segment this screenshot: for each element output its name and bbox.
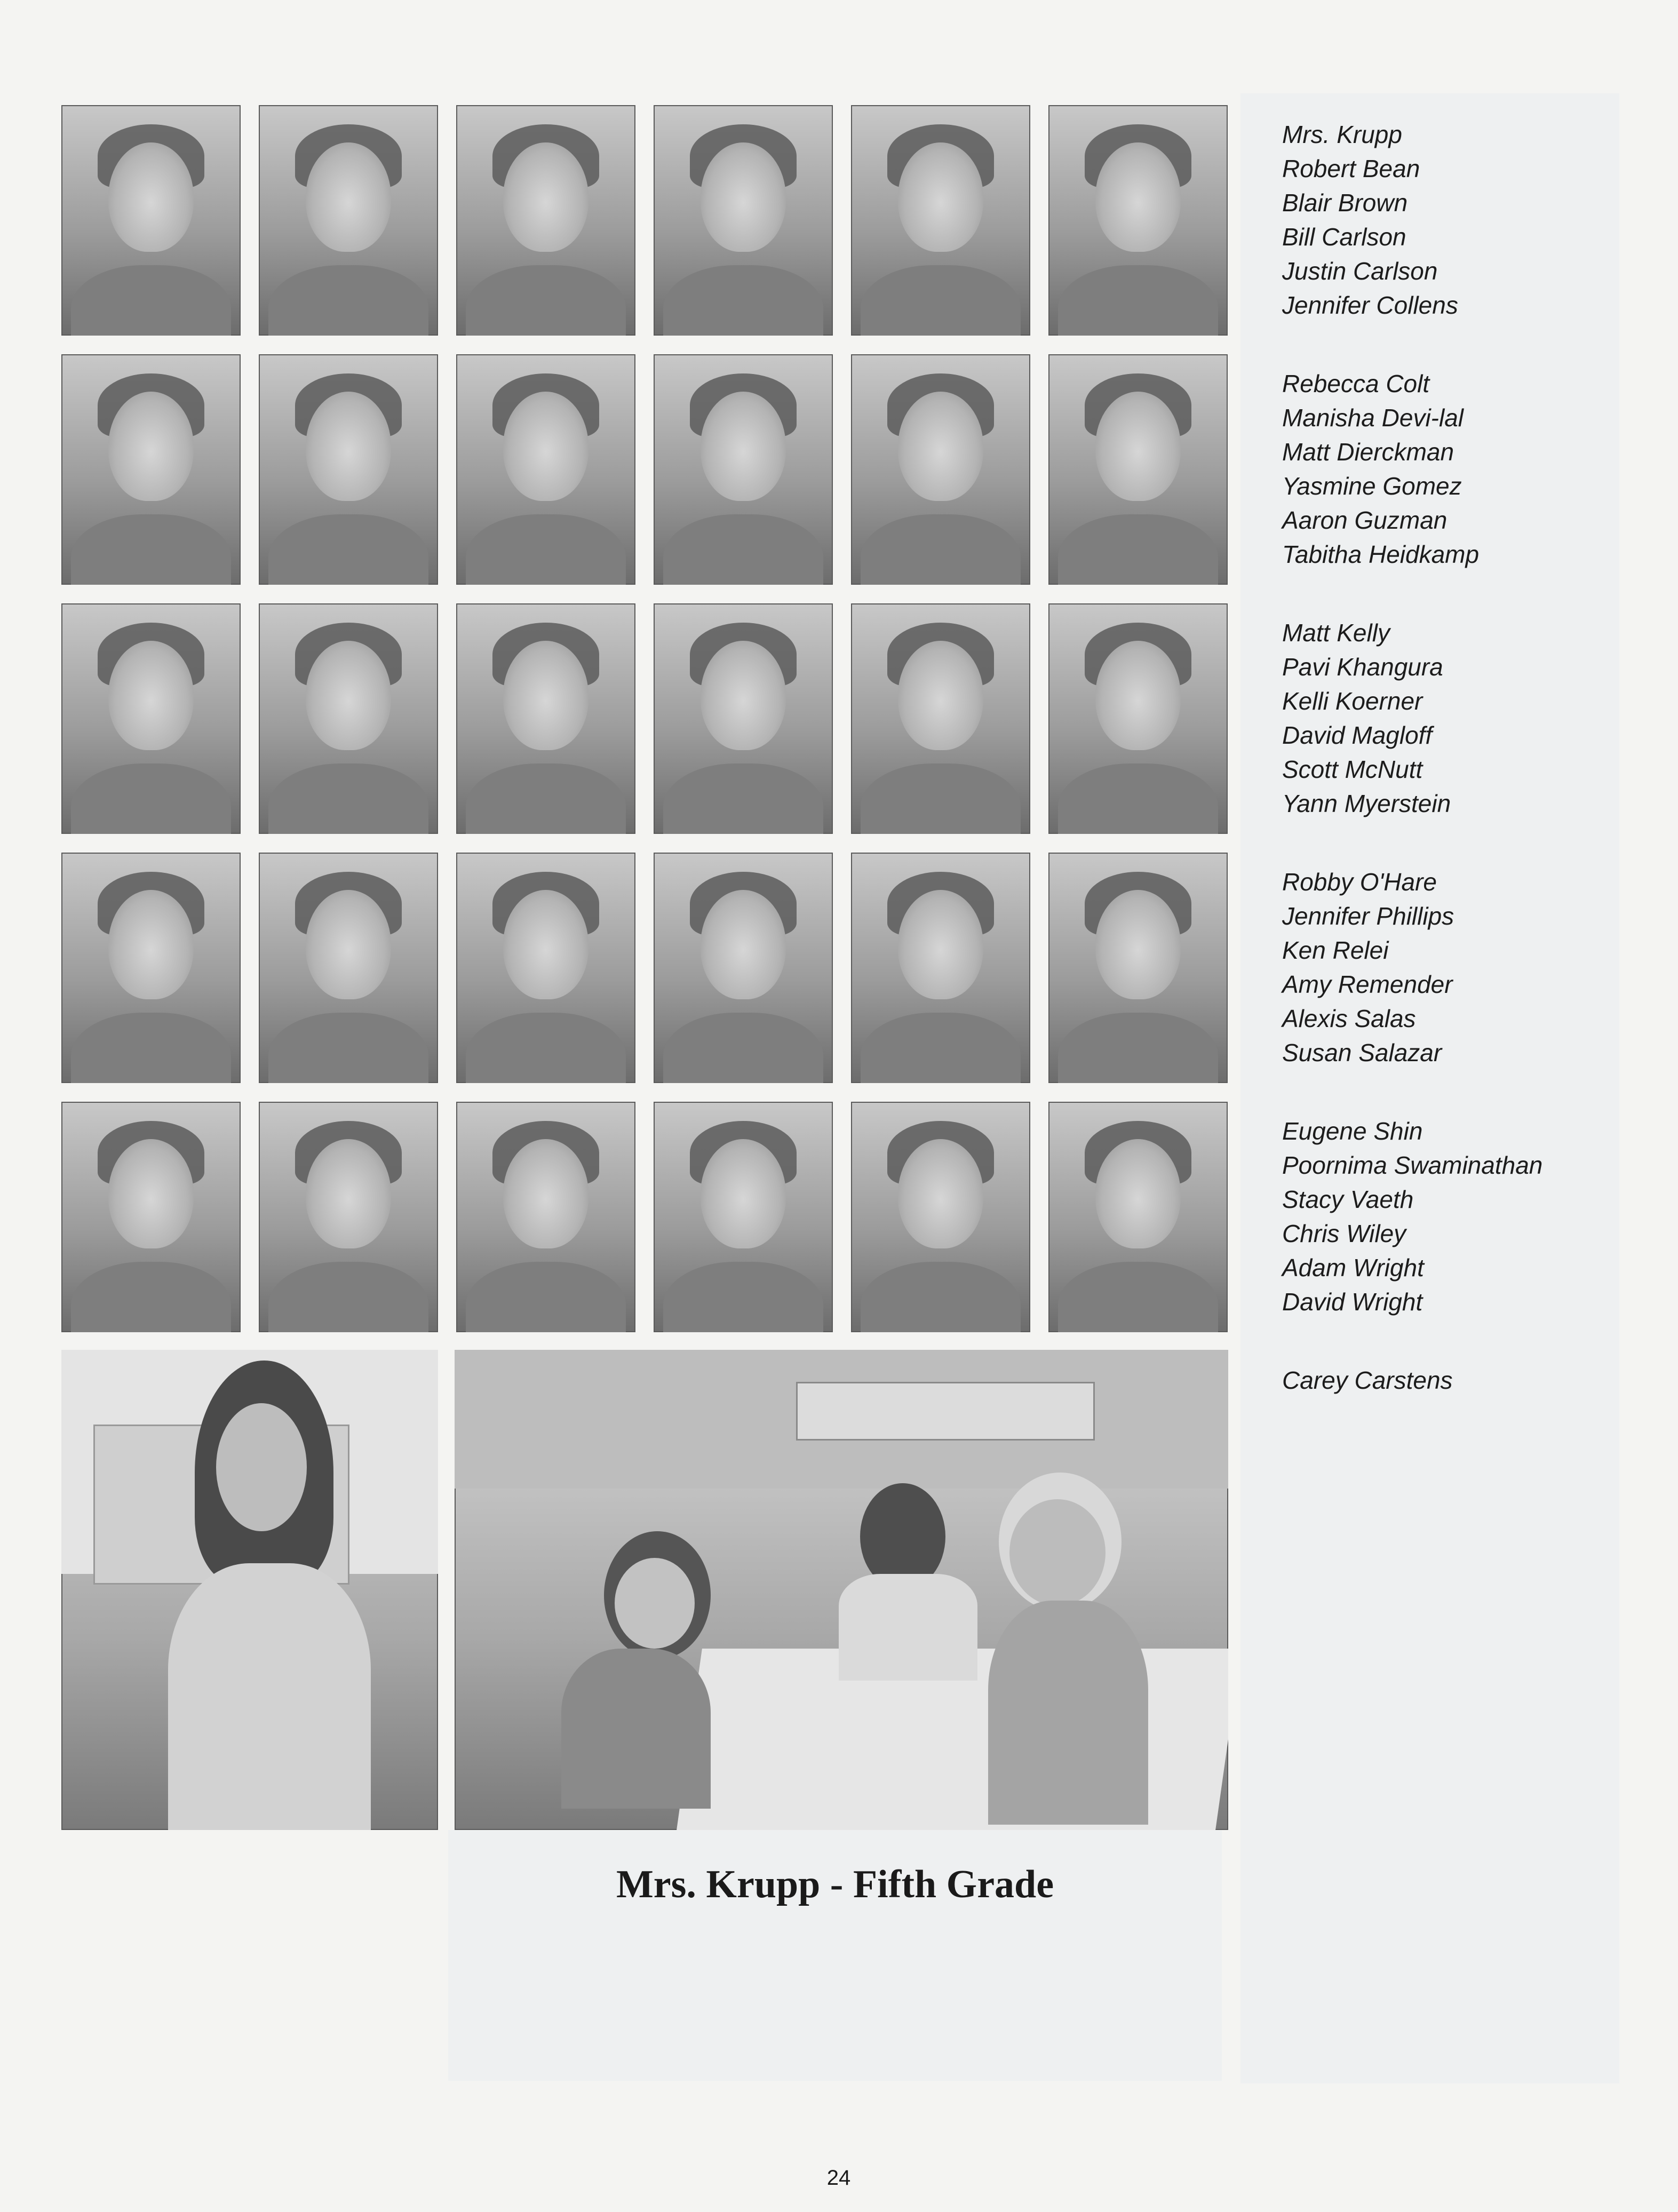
student-name: Yann Myerstein [1282,790,1451,817]
student-name: Susan Salazar [1282,1039,1442,1067]
portrait-photo [456,105,635,336]
student-name: Rebecca Colt [1282,370,1430,397]
student-name: Kelli Koerner [1282,687,1423,715]
portrait-photo [1048,354,1228,585]
student-name: Scott McNutt [1282,755,1423,783]
name-list-row-2 [1282,367,1479,571]
portrait-photo [1048,853,1228,1083]
student-name: David Magloff [1282,721,1433,749]
portrait-photo [61,105,241,336]
portrait-photo [1048,603,1228,834]
portrait-photo [851,853,1030,1083]
portrait-photo [851,1102,1030,1332]
portrait-photo [61,354,241,585]
student-name: David Wright [1282,1288,1423,1316]
portrait-photo [61,1102,241,1332]
portrait-photo [654,603,833,834]
student-name: Tabitha Heidkamp [1282,540,1480,568]
portrait-photo [259,603,438,834]
student-name: Robert Bean [1282,155,1420,182]
name-list-row-4 [1282,865,1454,1070]
portrait-photo [1048,1102,1228,1332]
portrait-photo [61,853,241,1083]
student-name: Poornima Swaminathan [1282,1151,1543,1179]
student-name: Stacy Vaeth [1282,1185,1414,1213]
student-name: Jennifer Collens [1282,291,1458,319]
portrait-photo [259,853,438,1083]
student-name: Matt Kelly [1282,619,1390,647]
name-list-row-5 [1282,1114,1542,1319]
portrait-photo [456,853,635,1083]
portrait-photo [654,853,833,1083]
name-list-row-6 [1282,1363,1453,1397]
student-name: Amy Remender [1282,970,1453,998]
portrait-photo [456,354,635,585]
portrait-photo [259,354,438,585]
portrait-photo [654,354,833,585]
portrait-photo [851,105,1030,336]
portrait-photo [851,603,1030,834]
student-name: Ken Relei [1282,936,1389,964]
portrait-photo [1048,105,1228,336]
student-name: Aaron Guzman [1282,506,1448,534]
student-name: Carey Carstens [1282,1366,1453,1394]
portrait-photo [259,105,438,336]
name-list-row-3 [1282,616,1451,821]
student-name: Blair Brown [1282,189,1408,217]
candid-photo-classroom [455,1350,1228,1830]
student-name: Pavi Khangura [1282,653,1443,681]
portrait-photo [259,1102,438,1332]
portrait-photo [61,603,241,834]
student-name: Manisha Devi-lal [1282,404,1464,432]
page-title: Mrs. Krupp - Fifth Grade [616,1863,1054,1906]
page-number: 24 [826,2166,851,2190]
student-name: Mrs. Krupp [1282,121,1402,148]
portrait-photo [456,1102,635,1332]
student-name: Robby O'Hare [1282,868,1437,896]
student-name: Alexis Salas [1282,1005,1416,1032]
student-name: Yasmine Gomez [1282,472,1462,500]
portrait-photo [851,354,1030,585]
name-list-row-1 [1282,117,1458,322]
student-name: Bill Carlson [1282,223,1406,251]
student-name: Eugene Shin [1282,1117,1423,1145]
portrait-photo [654,105,833,336]
student-name: Adam Wright [1282,1254,1424,1282]
student-name: Jennifer Phillips [1282,902,1454,930]
candid-photo-student [61,1350,438,1830]
portrait-photo [456,603,635,834]
student-name: Justin Carlson [1282,257,1438,285]
student-name: Chris Wiley [1282,1220,1406,1247]
portrait-photo [654,1102,833,1332]
student-name: Matt Dierckman [1282,438,1454,466]
